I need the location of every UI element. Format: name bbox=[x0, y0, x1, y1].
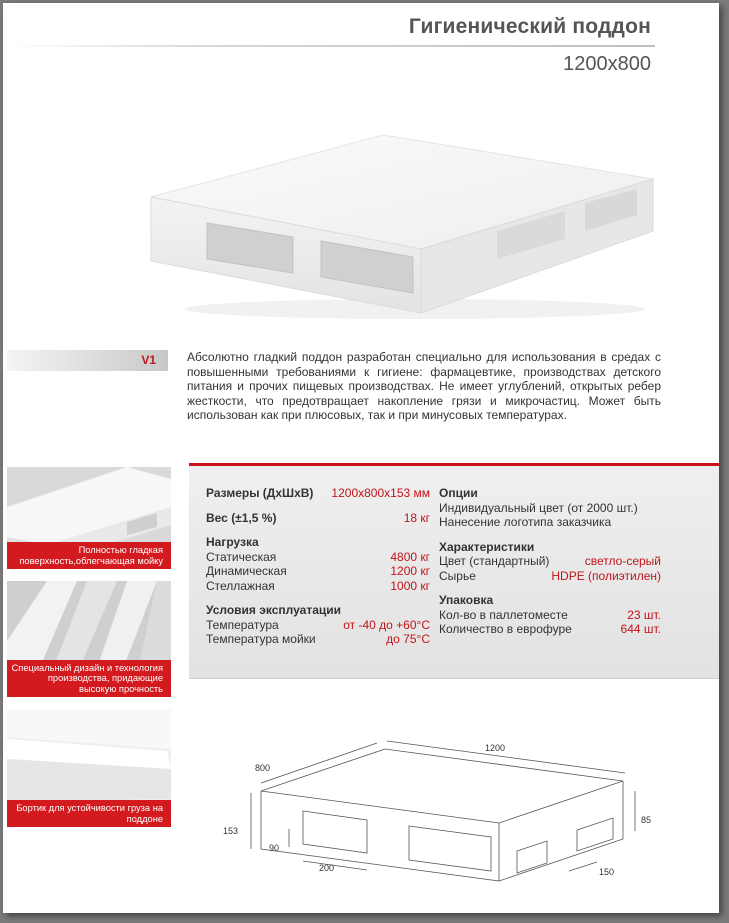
spec-value: 4800 кг bbox=[390, 549, 430, 564]
spec-label: Количество в еврофуре bbox=[439, 622, 572, 636]
title-divider bbox=[7, 45, 655, 47]
spec-row bbox=[206, 579, 430, 594]
spec-value: от -40 до +60°C bbox=[343, 617, 430, 632]
option-item: Нанесение логотипа заказчика bbox=[439, 515, 612, 529]
spec-row bbox=[206, 618, 430, 633]
pallet-dimension-drawing bbox=[217, 731, 652, 901]
spec-value: 1200 кг bbox=[390, 564, 430, 578]
spec-value: светло-серый bbox=[584, 554, 661, 568]
dimension-height: 153 bbox=[223, 826, 239, 836]
spec-label: Вес (±1,5 %) bbox=[206, 510, 277, 525]
feature-caption: Бортик для устойчивости груза на поддоне bbox=[7, 800, 171, 827]
dimension-block-width: 150 bbox=[599, 867, 615, 877]
characteristics-header: Характеристики bbox=[439, 539, 535, 554]
spec-label: Сырье bbox=[439, 568, 476, 583]
spec-value: 644 шт. bbox=[620, 622, 661, 636]
spec-label: Температура мойки bbox=[206, 632, 316, 646]
feature-smooth-surface bbox=[7, 467, 171, 569]
page-subtitle: 1200x800 bbox=[563, 53, 651, 75]
spec-value: HDPE (полиэтилен) bbox=[551, 568, 661, 583]
conditions-header: Условия эксплуатации bbox=[206, 603, 341, 617]
variant-label: V1 bbox=[141, 353, 156, 367]
spec-label: Размеры (ДхШхВ) bbox=[206, 486, 314, 500]
dimension-block-height: 85 bbox=[641, 815, 652, 825]
spec-label: Динамическая bbox=[206, 564, 287, 578]
spec-value: 1200x800x153 мм bbox=[331, 486, 430, 500]
page bbox=[3, 3, 719, 913]
spec-label: Цвет (стандартный) bbox=[439, 554, 550, 568]
product-description: Абсолютно гладкий поддон разработан специально для использования в средах с повышенными требованиями к гигиене: фармацевтике, производствах детского питания и прочих пищевых производствах. Не имеет углублений, открытых ребер жесткости, что предотвращает накопление грязи и микрочастиц. Может быть использован как при плюсовых, так и при минусовых температурах. bbox=[187, 350, 661, 423]
spec-row bbox=[439, 554, 661, 569]
specs-right-column bbox=[439, 486, 661, 637]
options-header: Опции bbox=[439, 486, 478, 500]
specs-panel bbox=[189, 466, 719, 679]
specs-left-column bbox=[206, 486, 430, 647]
dimension-length: 1200 bbox=[485, 743, 506, 753]
feature-caption: Специальный дизайн и технология производства, придающие высокую прочность bbox=[7, 660, 171, 698]
spec-row-weight bbox=[206, 511, 430, 526]
spec-row-dimensions bbox=[206, 486, 430, 501]
spec-label: Температура bbox=[206, 617, 279, 632]
spec-row bbox=[206, 632, 430, 647]
spec-value: 23 шт. bbox=[627, 607, 661, 622]
dimension-foot-height: 90 bbox=[269, 843, 280, 853]
spec-row bbox=[439, 569, 661, 584]
variant-bar bbox=[7, 350, 168, 371]
feature-caption: Полностью гладкая поверхность,облегчающая мойку bbox=[7, 542, 171, 569]
pallet-hero-image bbox=[145, 131, 665, 321]
spec-label: Стеллажная bbox=[206, 578, 275, 593]
spec-row bbox=[439, 608, 661, 623]
spec-value: 1000 кг bbox=[390, 578, 430, 593]
load-header: Нагрузка bbox=[206, 535, 259, 549]
page-title: Гигиенический поддон bbox=[408, 15, 651, 38]
packaging-header: Упаковка bbox=[439, 593, 494, 607]
feature-cargo-rim bbox=[7, 709, 171, 827]
dimension-opening-width: 200 bbox=[319, 863, 335, 873]
spec-label: Кол-во в паллетоместе bbox=[439, 607, 568, 622]
spec-value: 18 кг bbox=[403, 510, 430, 525]
spec-value: до 75°C bbox=[386, 632, 430, 646]
feature-strength-design bbox=[7, 581, 171, 697]
spec-row bbox=[206, 564, 430, 579]
dimension-width: 800 bbox=[255, 763, 271, 773]
spec-row bbox=[439, 622, 661, 637]
spec-label: Статическая bbox=[206, 549, 277, 564]
spec-row bbox=[206, 550, 430, 565]
option-item: Индивидуальный цвет (от 2000 шт.) bbox=[439, 500, 638, 515]
